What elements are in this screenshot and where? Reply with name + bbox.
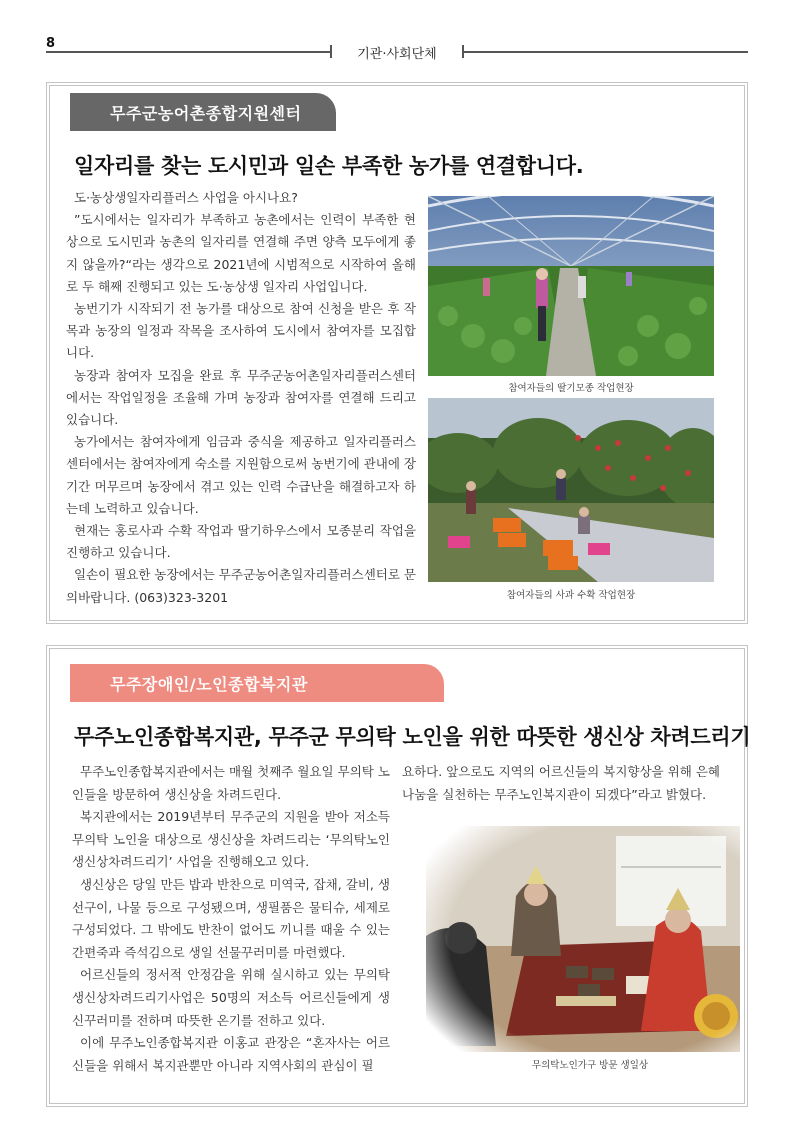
header-rule-right bbox=[462, 51, 748, 53]
paragraph: 복지관에서는 2019년부터 무주군의 지원을 받아 저소득 무의탁 노인을 대상으로 생신상을 차려드리는 ‘무의탁노인생신상차려드리기’ 사업을 진행해오고 있다. bbox=[72, 809, 390, 870]
paragraph: 현재는 홍로사과 수확 작업과 딸기하우스에서 모종분리 작업을 진행하고 있습니다. bbox=[66, 523, 416, 561]
article-1-tag: 무주군농어촌종합지원센터 bbox=[70, 93, 336, 131]
paragraph: 어르신들의 정서적 안정감을 위해 실시하고 있는 무의탁생신상차려드리기사업은 50명의 저소득 어르신들에게 생신꾸러미를 전하며 따뜻한 온기를 전하고 있다. bbox=[72, 967, 390, 1028]
paragraph: ”도시에서는 일자리가 부족하고 농촌에서는 인력이 부족한 현상으로 도시민과 농촌의 일자리를 연결해 주면 양측 모두에게 좋지 않을까?“라는 생각으로 2021년에 시범적으로 시작하여 올해로 두 해째 진행되고 있는 도·농상생 일자리 사업입니다. bbox=[66, 212, 416, 294]
paragraph: 농번기가 시작되기 전 농가를 대상으로 참여 신청을 받은 후 작목과 농장의 일정과 작목을 조사하여 도시에서 참여자를 모집합니다. bbox=[66, 301, 416, 361]
article-1-headline: 일자리를 찾는 도시민과 일손 부족한 농가를 연결합니다. bbox=[74, 154, 584, 178]
article-2-headline: 무주노인종합복지관, 무주군 무의탁 노인을 위한 따뜻한 생신상 차려드리기 bbox=[74, 725, 751, 749]
paragraph: 일손이 필요한 농장에서는 무주군농어촌일자리플러스센터로 문의바랍니다. (063)323-3201 bbox=[66, 567, 416, 605]
article-2-body-col2 bbox=[402, 761, 720, 806]
article-2-tag: 무주장애인/노인종합복지관 bbox=[70, 664, 444, 702]
header-rule-left bbox=[46, 51, 332, 53]
photo-3-caption: 무의탁노인가구 방문 생일상 bbox=[531, 1060, 649, 1071]
paragraph: 농장과 참여자 모집을 완료 후 무주군농어촌일자리플러스센터에서는 작업일정을 조율해 가며 농장과 참여자를 연결해 드리고 있습니다. bbox=[66, 367, 416, 428]
paragraph: 요하다. 앞으로도 지역의 어르신들의 복지향상을 위해 은혜나눔을 실천하는 무주노인복지관이 되겠다”라고 밝혔다. bbox=[402, 764, 720, 802]
birthday-table-photo bbox=[426, 826, 740, 1052]
paragraph: 생신상은 당일 만든 밥과 반찬으로 미역국, 잡채, 갈비, 생선구이, 나물 등으로 구성됐으며, 생필품은 물티슈, 세제로 구성되었다. 그 밖에도 반찬이 없어도 끼니를 때울 수 있는 간편죽과 즉석김으로 생일 선물꾸러미를 마련했다. bbox=[72, 876, 390, 960]
apple-orchard-photo bbox=[428, 398, 714, 582]
page-number: 8 bbox=[46, 36, 56, 51]
paragraph: 도·농상생일자리플러스 사업을 아시나요? bbox=[74, 190, 298, 205]
photo-1-caption: 참여자들의 딸기모종 작업현장 bbox=[508, 383, 634, 394]
photo-2-caption: 참여자들의 사과 수확 작업현장 bbox=[506, 590, 636, 601]
article-1-body bbox=[66, 187, 416, 609]
article-2-body-col1 bbox=[72, 761, 390, 1077]
paragraph: 농가에서는 참여자에게 임금과 중식을 제공하고 일자리플러스센터에서는 참여자에게 숙소를 지원함으로써 농번기에 관내에 장기간 머무르며 농장에서 겪고 있는 인력 수급난을 해결하고자 하는데 노력하고 있습니다. bbox=[66, 434, 416, 516]
paragraph: 이에 무주노인종합복지관 이홍교 관장은 “혼자사는 어르신들을 위해서 복지관뿐만 아니라 지역사회의 관심이 필 bbox=[72, 1035, 390, 1073]
strawberry-greenhouse-photo bbox=[428, 196, 714, 376]
paragraph: 무주노인종합복지관에서는 매월 첫째주 월요일 무의탁 노인들을 방문하여 생신상을 차려드린다. bbox=[72, 764, 390, 802]
section-title: 기관·사회단체 bbox=[357, 47, 437, 62]
